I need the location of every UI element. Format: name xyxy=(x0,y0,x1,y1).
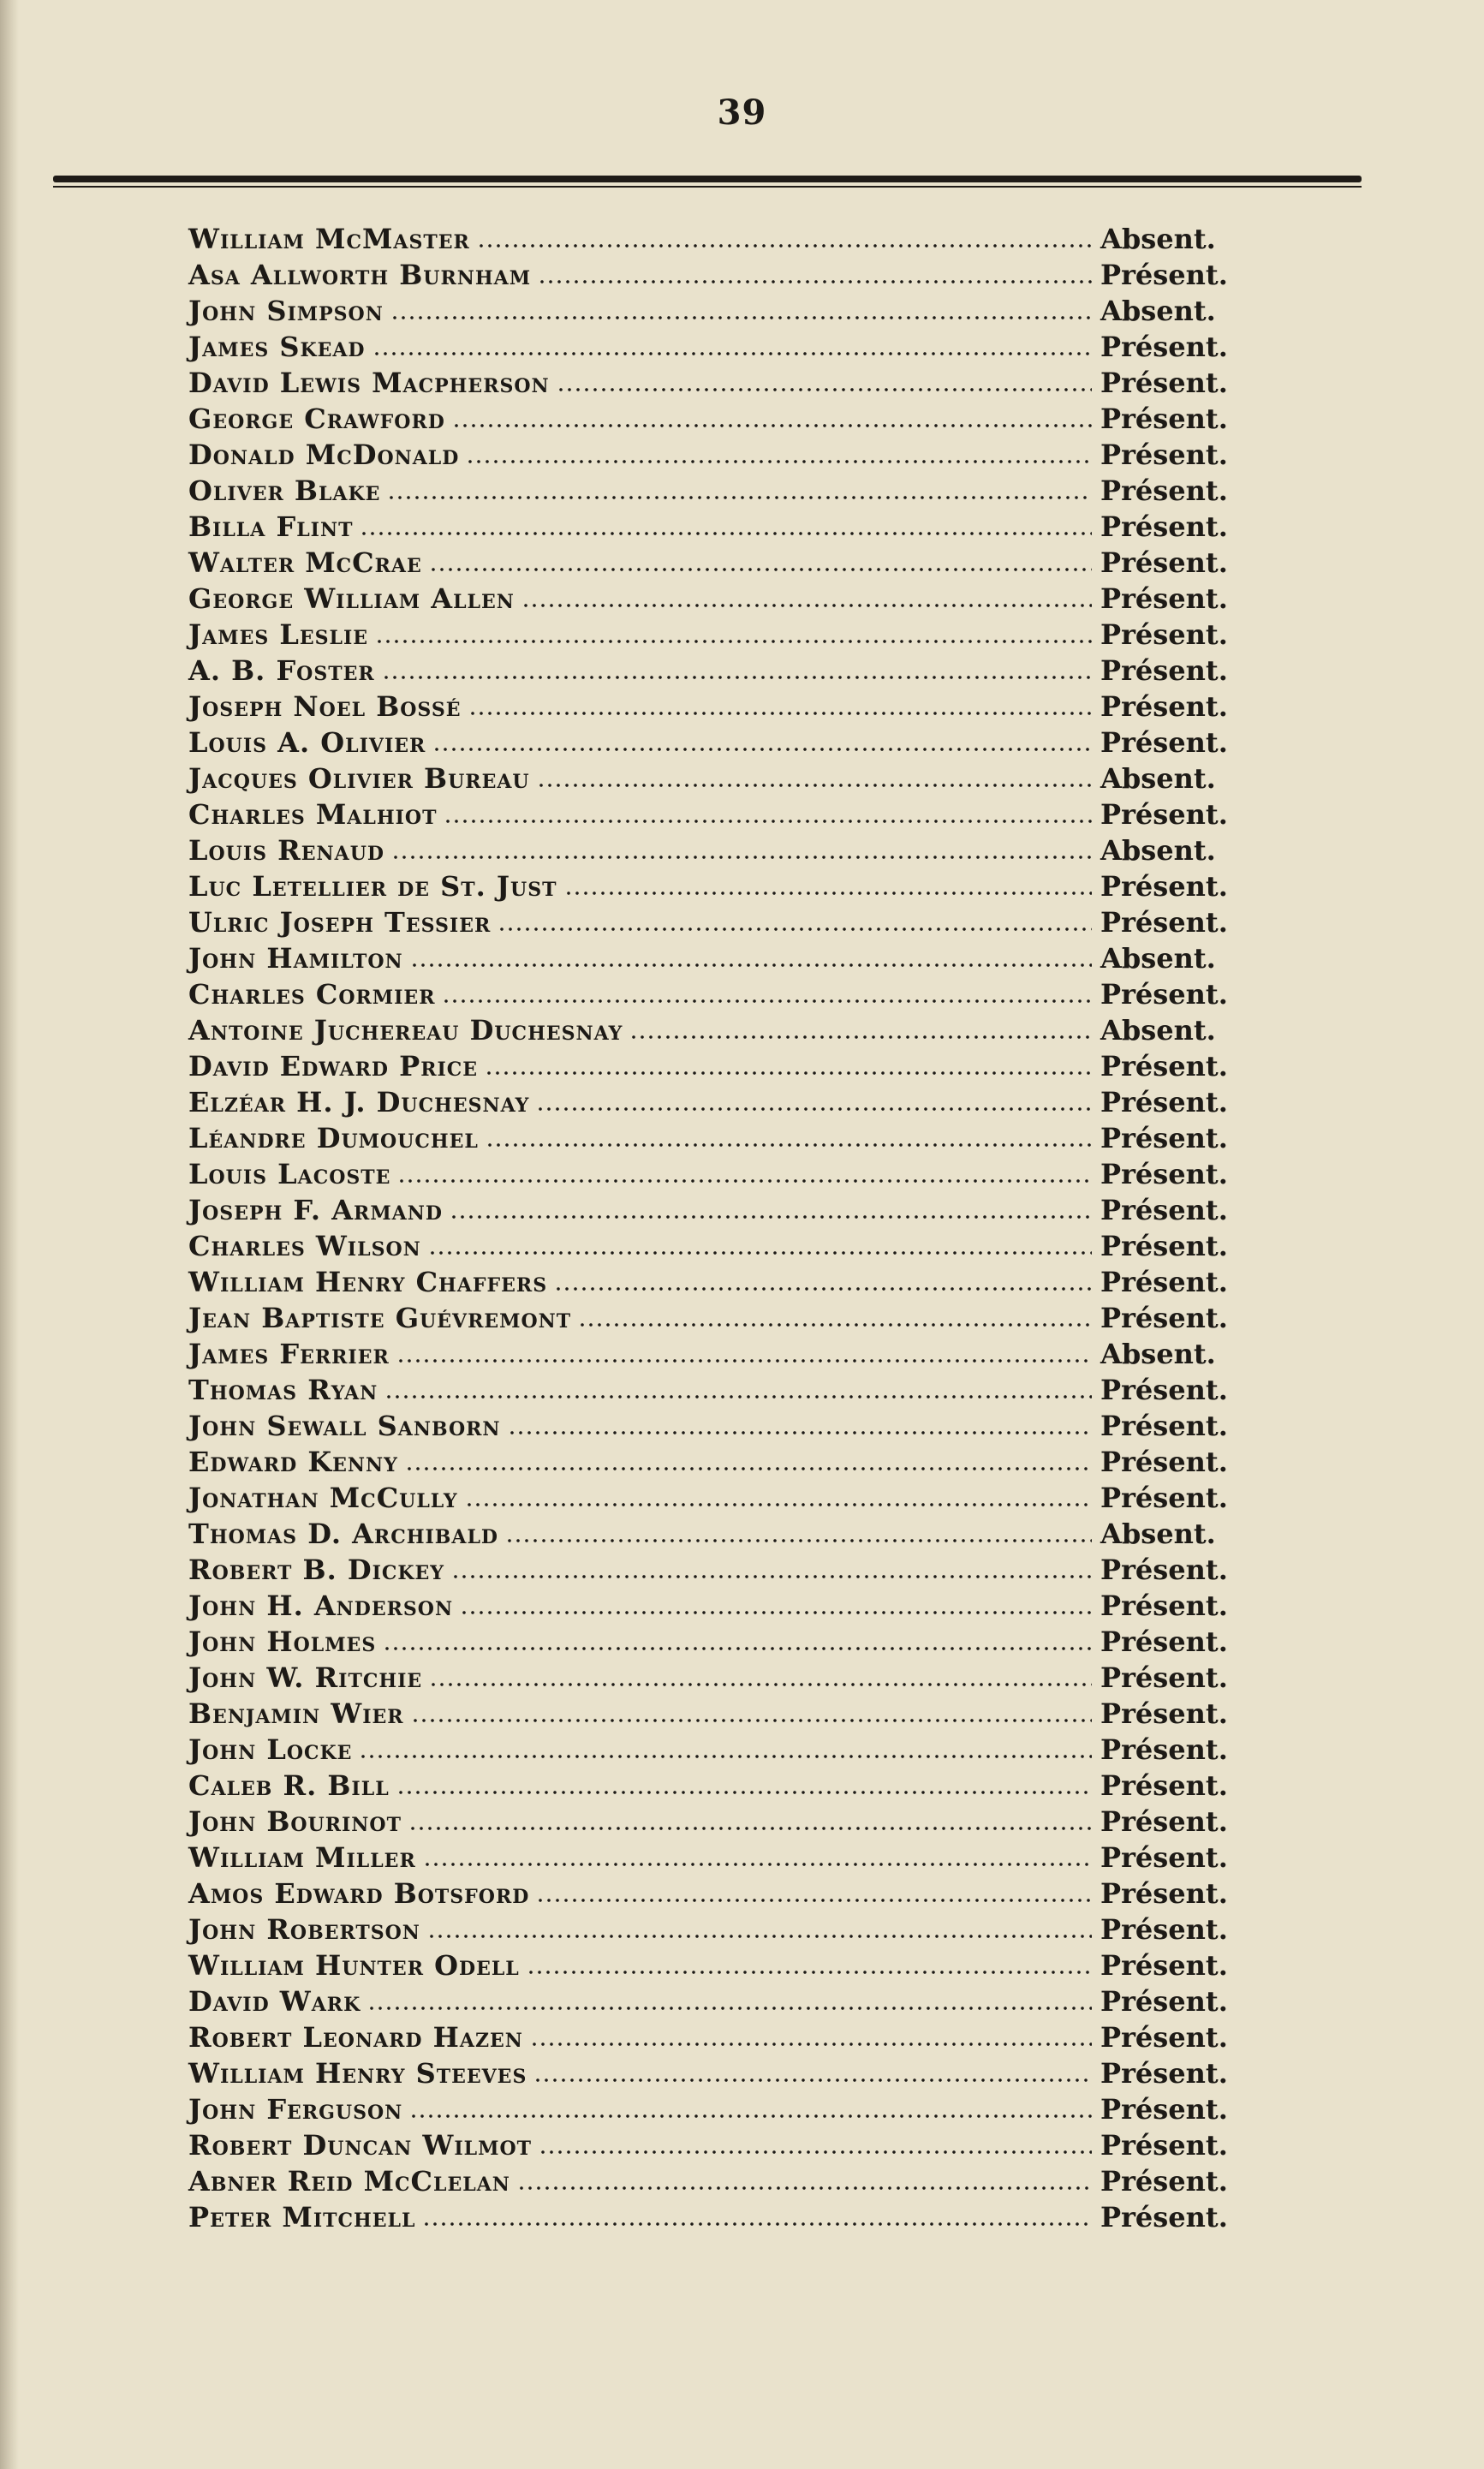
roster-row xyxy=(188,1372,1229,1408)
member-name: William Henry Chaffers xyxy=(188,1266,548,1298)
attendance-status: Présent. xyxy=(1100,1589,1228,1622)
attendance-status: Présent. xyxy=(1100,978,1228,1011)
roster-row xyxy=(188,1228,1229,1264)
dot-leader xyxy=(384,1394,1092,1399)
dot-leader xyxy=(387,495,1092,500)
roster-row xyxy=(188,1552,1229,1588)
header-rule-thick xyxy=(53,176,1362,182)
roster-row xyxy=(188,2091,1229,2127)
roster-row xyxy=(188,1660,1229,1696)
member-name: Robert Duncan Wilmot xyxy=(188,2129,532,2162)
dot-leader xyxy=(360,531,1092,536)
attendance-status: Présent. xyxy=(1100,1841,1228,1874)
dot-leader xyxy=(432,747,1092,752)
member-name: John H. Anderson xyxy=(188,1589,454,1622)
member-name: William Hunter Odell xyxy=(188,1949,520,1982)
attendance-status: Présent. xyxy=(1100,1266,1228,1298)
member-name: Charles Malhiot xyxy=(188,798,438,831)
member-name: David Wark xyxy=(188,1985,361,2018)
dot-leader xyxy=(451,1574,1092,1579)
roster-row xyxy=(188,1624,1229,1660)
member-name: Louis Renaud xyxy=(188,834,384,867)
roster-row xyxy=(188,1732,1229,1768)
member-name: John Robertson xyxy=(188,1913,420,1946)
attendance-status: Présent. xyxy=(1100,1733,1228,1766)
dot-leader xyxy=(408,1826,1092,1831)
roster-row xyxy=(188,581,1229,617)
dot-leader xyxy=(444,819,1092,824)
attendance-status: Présent. xyxy=(1100,1697,1228,1730)
roster-row xyxy=(188,473,1229,509)
dot-leader xyxy=(564,891,1093,896)
member-name: Louis Lacoste xyxy=(188,1158,391,1190)
member-name: Walter McCrae xyxy=(188,546,422,579)
roster-row xyxy=(188,1588,1229,1624)
dot-leader xyxy=(405,1466,1092,1471)
attendance-status: Présent. xyxy=(1100,906,1228,939)
roster-row xyxy=(188,868,1229,904)
member-name: Elzéar H. J. Duchesnay xyxy=(188,1086,530,1118)
roster-row xyxy=(188,1696,1229,1732)
dot-leader xyxy=(536,1106,1092,1112)
roster-row xyxy=(188,617,1229,653)
roster-row xyxy=(188,545,1229,581)
dot-leader xyxy=(422,2222,1092,2227)
attendance-status: Présent. xyxy=(1100,438,1228,471)
roster-row xyxy=(188,832,1229,868)
dot-leader xyxy=(442,999,1092,1004)
attendance-status: Absent. xyxy=(1100,223,1216,255)
member-name: Léandre Dumouchel xyxy=(188,1122,479,1154)
attendance-status: Présent. xyxy=(1100,1230,1228,1262)
dot-leader xyxy=(517,2186,1092,2191)
attendance-status: Présent. xyxy=(1100,1374,1228,1406)
roster-row xyxy=(188,221,1229,257)
roster-row xyxy=(188,2055,1229,2091)
dot-leader xyxy=(485,1070,1092,1076)
roster-row xyxy=(188,1840,1229,1876)
member-name: John Simpson xyxy=(188,295,384,327)
attendance-status: Présent. xyxy=(1100,1985,1228,2018)
roster-row xyxy=(188,257,1229,293)
attendance-status: Absent. xyxy=(1100,942,1216,975)
dot-leader xyxy=(390,315,1092,320)
attendance-status: Absent. xyxy=(1100,762,1216,795)
page-number: 39 xyxy=(717,92,767,133)
member-name: Antoine Juchereau Duchesnay xyxy=(188,1014,623,1047)
roster-row xyxy=(188,1192,1229,1228)
attendance-status: Présent. xyxy=(1100,1482,1228,1514)
attendance-status: Présent. xyxy=(1100,798,1228,831)
dot-leader xyxy=(477,243,1092,248)
dot-leader xyxy=(429,1682,1092,1687)
roster-row xyxy=(188,1048,1229,1084)
dot-leader xyxy=(396,1358,1092,1363)
member-name: Ulric Joseph Tessier xyxy=(188,906,492,939)
dot-leader xyxy=(423,1862,1092,1867)
attendance-status: Présent. xyxy=(1100,1158,1228,1190)
dot-leader xyxy=(557,387,1092,392)
roster-row xyxy=(188,365,1229,401)
attendance-status: Présent. xyxy=(1100,1122,1228,1154)
member-name: John Ferguson xyxy=(188,2093,403,2126)
dot-leader xyxy=(450,1214,1092,1220)
dot-leader xyxy=(521,603,1092,608)
member-name: Charles Wilson xyxy=(188,1230,421,1262)
member-name: Jean Baptiste Guévremont xyxy=(188,1302,572,1334)
roster-row xyxy=(188,904,1229,940)
attendance-status: Présent. xyxy=(1100,1625,1228,1658)
member-name: Jacques Olivier Bureau xyxy=(188,762,530,795)
member-name: Caleb R. Bill xyxy=(188,1769,390,1802)
roster-row xyxy=(188,796,1229,832)
member-name: Benjamin Wier xyxy=(188,1697,404,1730)
roster-row xyxy=(188,293,1229,329)
dot-leader xyxy=(372,351,1092,356)
attendance-status: Présent. xyxy=(1100,1769,1228,1802)
attendance-status: Présent. xyxy=(1100,510,1228,543)
attendance-status: Présent. xyxy=(1100,1410,1228,1442)
dot-leader xyxy=(396,1790,1092,1795)
attendance-status: Présent. xyxy=(1100,1949,1228,1982)
page-binding-shadow xyxy=(0,0,19,2469)
attendance-status: Présent. xyxy=(1100,2165,1228,2198)
dot-leader xyxy=(486,1142,1092,1148)
attendance-status: Présent. xyxy=(1100,1050,1228,1082)
roster-row xyxy=(188,1408,1229,1444)
attendance-status: Présent. xyxy=(1100,1554,1228,1586)
attendance-status: Présent. xyxy=(1100,870,1228,903)
dot-leader xyxy=(382,675,1092,680)
attendance-status: Absent. xyxy=(1100,295,1216,327)
member-name: John W. Ritchie xyxy=(188,1661,423,1694)
member-name: Robert B. Dickey xyxy=(188,1554,445,1586)
dot-leader xyxy=(527,1970,1092,1975)
member-name: John Sewall Sanborn xyxy=(188,1410,501,1442)
dot-leader xyxy=(427,1934,1092,1939)
member-name: William Henry Steeves xyxy=(188,2057,527,2090)
member-name: Asa Allworth Burnham xyxy=(188,259,532,291)
roster-row xyxy=(188,2127,1229,2163)
roster-row xyxy=(188,653,1229,689)
member-name: Louis A. Olivier xyxy=(188,726,426,759)
roster-row xyxy=(188,2163,1229,2199)
dot-leader xyxy=(539,2150,1092,2155)
attendance-status: Présent. xyxy=(1100,1302,1228,1334)
attendance-status: Présent. xyxy=(1100,259,1228,291)
dot-leader xyxy=(452,423,1092,428)
dot-leader xyxy=(505,1538,1092,1543)
member-name: Edward Kenny xyxy=(188,1446,398,1478)
roster-row xyxy=(188,1156,1229,1192)
dot-leader xyxy=(530,2042,1092,2047)
dot-leader xyxy=(359,1754,1092,1759)
attendance-status: Présent. xyxy=(1100,1661,1228,1694)
member-name: Luc Letellier de St. Just xyxy=(188,870,557,903)
roster-row xyxy=(188,1264,1229,1300)
roster-row xyxy=(188,1911,1229,1947)
attendance-status: Absent. xyxy=(1100,834,1216,867)
roster-row xyxy=(188,689,1229,725)
attendance-status: Présent. xyxy=(1100,2057,1228,2090)
dot-leader xyxy=(410,963,1092,968)
attendance-status: Présent. xyxy=(1100,726,1228,759)
roster-row xyxy=(188,1768,1229,1804)
roster-row xyxy=(188,725,1229,760)
dot-leader xyxy=(498,927,1092,932)
attendance-roster xyxy=(188,221,1229,2235)
dot-leader xyxy=(397,1178,1092,1184)
roster-row xyxy=(188,940,1229,976)
roster-row xyxy=(188,401,1229,437)
roster-row xyxy=(188,437,1229,473)
member-name: Thomas Ryan xyxy=(188,1374,378,1406)
roster-row xyxy=(188,1876,1229,1911)
attendance-status: Présent. xyxy=(1100,1805,1228,1838)
member-name: William Miller xyxy=(188,1841,416,1874)
member-name: John Locke xyxy=(188,1733,353,1766)
attendance-status: Présent. xyxy=(1100,546,1228,579)
roster-row xyxy=(188,1983,1229,2019)
member-name: Robert Leonard Hazen xyxy=(188,2021,523,2054)
member-name: Charles Cormier xyxy=(188,978,436,1011)
attendance-status: Présent. xyxy=(1100,331,1228,363)
roster-row xyxy=(188,1012,1229,1048)
dot-leader xyxy=(460,1610,1092,1615)
attendance-status: Présent. xyxy=(1100,618,1228,651)
dot-leader xyxy=(629,1035,1092,1040)
member-name: Joseph Noel Bossé xyxy=(188,690,462,723)
roster-row xyxy=(188,1300,1229,1336)
member-name: A. B. Foster xyxy=(188,654,375,687)
roster-row xyxy=(188,1516,1229,1552)
dot-leader xyxy=(508,1430,1092,1435)
attendance-status: Présent. xyxy=(1100,1446,1228,1478)
roster-row xyxy=(188,2199,1229,2235)
member-name: James Ferrier xyxy=(188,1338,390,1370)
attendance-status: Présent. xyxy=(1100,2201,1228,2233)
dot-leader xyxy=(428,1250,1092,1255)
roster-row xyxy=(188,1084,1229,1120)
member-name: Peter Mitchell xyxy=(188,2201,416,2233)
dot-leader xyxy=(536,1898,1092,1903)
attendance-status: Présent. xyxy=(1100,474,1228,507)
dot-leader xyxy=(533,2078,1092,2083)
roster-row xyxy=(188,1120,1229,1156)
member-name: Oliver Blake xyxy=(188,474,381,507)
member-name: Billa Flint xyxy=(188,510,354,543)
roster-row xyxy=(188,1336,1229,1372)
member-name: David Edward Price xyxy=(188,1050,479,1082)
roster-row xyxy=(188,976,1229,1012)
attendance-status: Absent. xyxy=(1100,1518,1216,1550)
dot-leader xyxy=(409,2114,1092,2119)
roster-row xyxy=(188,509,1229,545)
dot-leader xyxy=(578,1322,1092,1327)
attendance-status: Présent. xyxy=(1100,2021,1228,2054)
attendance-status: Présent. xyxy=(1100,654,1228,687)
member-name: James Skead xyxy=(188,331,366,363)
member-name: John Bourinot xyxy=(188,1805,402,1838)
roster-row xyxy=(188,1480,1229,1516)
dot-leader xyxy=(466,459,1092,464)
dot-leader xyxy=(429,567,1092,572)
dot-leader xyxy=(554,1286,1092,1291)
dot-leader xyxy=(375,639,1092,644)
dot-leader xyxy=(367,2006,1092,2011)
member-name: Joseph F. Armand xyxy=(188,1194,443,1226)
attendance-status: Présent. xyxy=(1100,1877,1228,1910)
attendance-status: Présent. xyxy=(1100,2093,1228,2126)
dot-leader xyxy=(411,1718,1092,1723)
member-name: Abner Reid McClelan xyxy=(188,2165,510,2198)
roster-row xyxy=(188,760,1229,796)
header-rule-thin xyxy=(53,186,1362,188)
dot-leader xyxy=(468,711,1093,716)
dot-leader xyxy=(538,279,1092,284)
attendance-status: Absent. xyxy=(1100,1338,1216,1370)
dot-leader xyxy=(537,783,1092,788)
roster-row xyxy=(188,2019,1229,2055)
attendance-status: Présent. xyxy=(1100,403,1228,435)
roster-row xyxy=(188,329,1229,365)
attendance-status: Présent. xyxy=(1100,2129,1228,2162)
attendance-status: Présent. xyxy=(1100,582,1228,615)
dot-leader xyxy=(391,855,1092,860)
member-name: George Crawford xyxy=(188,403,445,435)
attendance-status: Présent. xyxy=(1100,1194,1228,1226)
member-name: James Leslie xyxy=(188,618,369,651)
member-name: David Lewis Macpherson xyxy=(188,367,550,399)
roster-row xyxy=(188,1804,1229,1840)
roster-row xyxy=(188,1444,1229,1480)
attendance-status: Absent. xyxy=(1100,1014,1216,1047)
member-name: John Holmes xyxy=(188,1625,377,1658)
member-name: Jonathan McCully xyxy=(188,1482,458,1514)
member-name: George William Allen xyxy=(188,582,515,615)
roster-row xyxy=(188,1947,1229,1983)
member-name: Amos Edward Botsford xyxy=(188,1877,530,1910)
member-name: Thomas D. Archibald xyxy=(188,1518,499,1550)
attendance-status: Présent. xyxy=(1100,367,1228,399)
attendance-status: Présent. xyxy=(1100,1086,1228,1118)
dot-leader xyxy=(465,1502,1092,1507)
member-name: John Hamilton xyxy=(188,942,403,975)
dot-leader xyxy=(383,1646,1092,1651)
member-name: Donald McDonald xyxy=(188,438,460,471)
attendance-status: Présent. xyxy=(1100,690,1228,723)
attendance-status: Présent. xyxy=(1100,1913,1228,1946)
member-name: William McMaster xyxy=(188,223,470,255)
